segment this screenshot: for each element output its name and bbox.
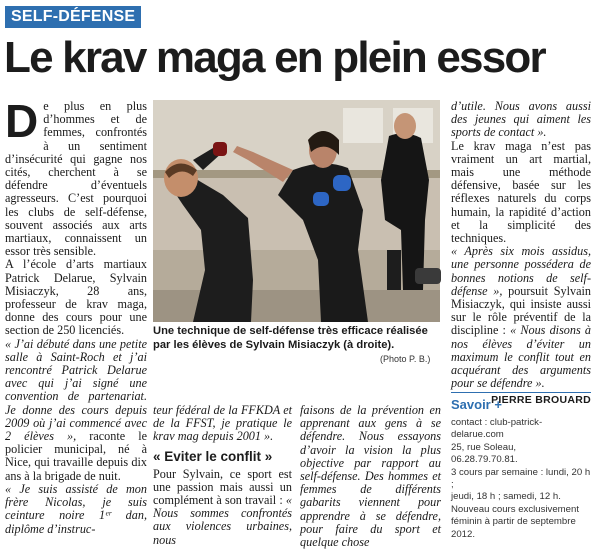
info-box [451, 396, 591, 541]
article-column-3 [300, 404, 441, 549]
quote: « J’ai débuté dans une petite salle à Saint-Roch et j’ai rencontré Patrick Delarue avec qui j’ai signé une convention de partenariat. Je donne des cours depuis 2009 où j’ai commencé avec 2 élèves », [5, 336, 147, 444]
dropcap: D [5, 95, 39, 147]
info-box-body [451, 417, 591, 541]
martial-arts-photo [153, 100, 440, 322]
paragraph: Pour Sylvain, ce sport est une passion mais aussi un complément à son travail : [153, 466, 292, 508]
info-line: Nouveau cours exclusivement féminin à partir de septembre 2012. [451, 503, 579, 540]
quote: teur fédéral de la FFKDA et de la FFST, je pratique le krav mag depuis 2001 ». [153, 403, 292, 444]
quote: « Après six mois assidus, une personne possédera de bonnes notions de self-défense », [451, 244, 591, 298]
info-line: 25, rue Soleau, [451, 441, 517, 453]
photo-credit: (Photo P. B.) [380, 354, 431, 364]
info-line: contact : club-patrick-delarue.com [451, 417, 543, 441]
article-column-4 [451, 100, 591, 408]
info-line: 3 cours par semaine : lundi, 20 h ; [451, 466, 591, 491]
photo-caption: Une technique de self-défense très efficace réalisée par les élèves de Sylvain Misiaczyk (à droite). [153, 325, 428, 351]
section-kicker: SELF-DÉFENSE [5, 6, 141, 28]
paragraph: Le krav maga n’est pas vraiment un art martial, mais une méthode défensive, basée sur les réflexes naturels du corps humain, la rapidité d’action et la simplicité des techniques. [451, 138, 591, 246]
quote: « Nous sommes confrontés aux violences urbaines, nous [153, 493, 292, 547]
quote: faisons de la prévention en apprenant aux gens à se défendre. Nous essayons d’avoir la vision la plus objective par rapport au self-défense. Des hommes et femmes de différents gabarits viennent pour apprendre à se défendre, pour faire du sport et quelque chose [300, 403, 441, 549]
lead-paragraph: e plus en plus d’hommes et de femmes, confrontés à un sentiment d’insécurité qui gagne nos cités, cherchent à se défendre d’éventuels agresseurs. C’est pourquoi les clubs de self-défense, souvent associés aux arts martiaux, connaissent un essor très sensible. [5, 99, 147, 259]
article-column-1 [5, 95, 148, 536]
paragraph: raconte le policier municipal, né à Nice, qui travaille depuis dix ans à la brigade de nuit. [5, 429, 148, 483]
author-signature: PIERRE BROUARD [491, 394, 591, 407]
article-photo [153, 100, 440, 322]
paragraph: A l’école d’arts martiaux Patrick Delarue, Sylvain Misiaczyk, 28 ans, professeur de krav maga, donne des cours pour une section de 250 licenciés. [5, 257, 147, 338]
info-box-title: Savoir + [451, 397, 502, 412]
article-column-2 [153, 404, 292, 547]
quote: « Je suis assisté de mon frère Nicolas, je suis ceinture noire 1ᵉʳ dan, diplôme d’instruc- [5, 481, 147, 536]
info-line: jeudi, 18 h ; samedi, 12 h. [451, 491, 561, 503]
quote: d’utile. Nous avons aussi des jeunes qui aiment les sports de contact ». [451, 99, 591, 140]
paragraph: poursuit Sylvain Misiaczyk, qui insiste aussi sur le rôle préventif de la discipline : [451, 283, 591, 338]
quote: « Nous disons à nos élèves d’éviter un maximum le conflit tout en acquérant des arguments pour se défendre ». [451, 323, 591, 391]
divider [451, 392, 591, 393]
headline: Le krav maga en plein essor [4, 33, 545, 82]
info-line: 06.28.79.70.81. [451, 454, 518, 466]
subheading: « Eviter le conflit » [153, 448, 273, 464]
